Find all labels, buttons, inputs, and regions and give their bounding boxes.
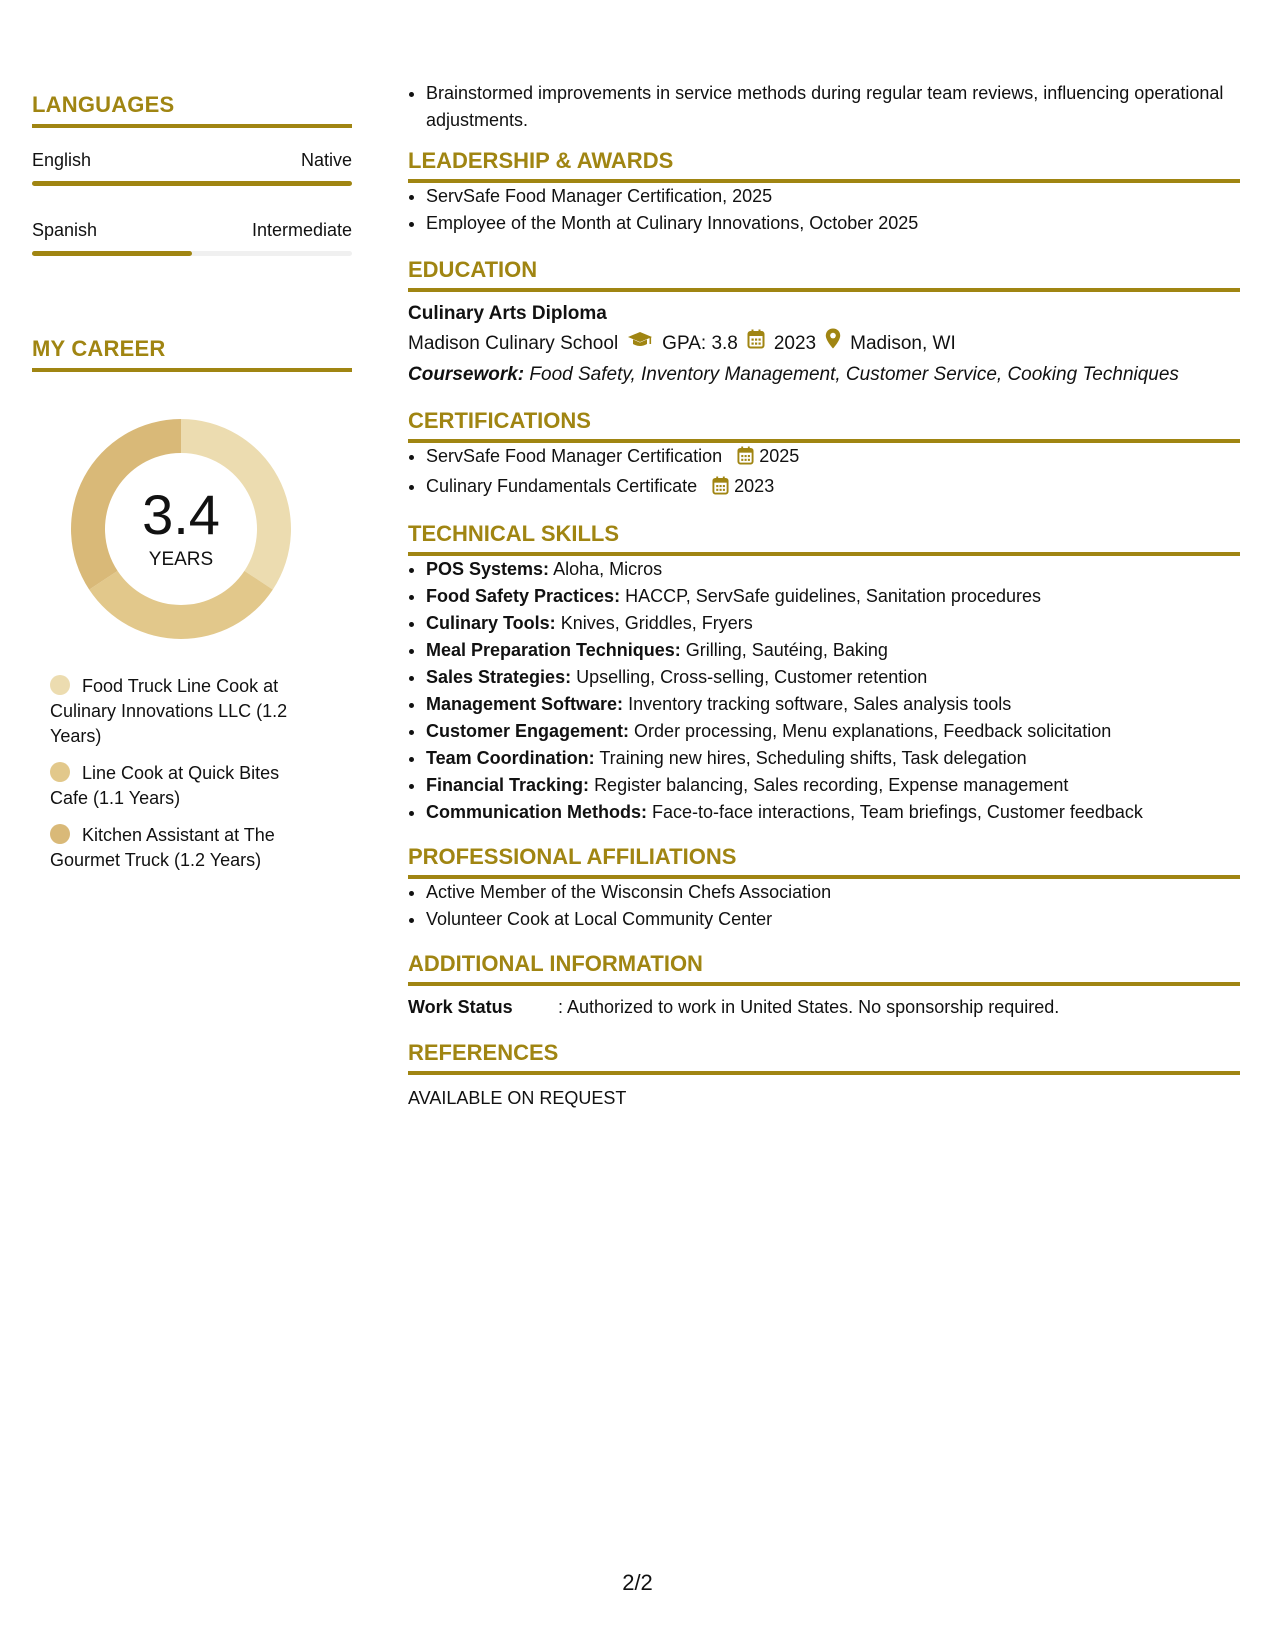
skills-heading: TECHNICAL SKILLS (408, 521, 1240, 556)
skill-label: Management Software: (426, 694, 624, 714)
language-level: Intermediate (251, 220, 352, 240)
language-proficiency-fill (32, 251, 192, 256)
certifications-list (408, 443, 1240, 503)
skill-label: Financial Tracking: (426, 775, 590, 795)
skill-value: HACCP, ServSafe guidelines, Sanitation procedures (625, 586, 1041, 606)
language-proficiency-bar (32, 181, 352, 186)
experience-continued-list (408, 80, 1240, 134)
page-number: 2/2 (622, 1570, 653, 1595)
affiliation-item: • Active Member of the Wisconsin Chefs Association (426, 879, 1240, 906)
skill-label: Sales Strategies: (426, 667, 572, 687)
certification-item (426, 443, 1240, 473)
sidebar (32, 92, 352, 885)
skills-list (408, 556, 1240, 826)
calendar-icon (737, 446, 754, 473)
career-heading: MY CAREER (32, 336, 352, 372)
calendar-icon (712, 476, 729, 503)
leadership-item: • Employee of the Month at Culinary Innovations, October 2025 (426, 210, 1240, 237)
additional-info-section (408, 951, 1240, 1020)
work-status-value: : Authorized to work in United States. No sponsorship required. (558, 997, 1060, 1017)
certifications-section (408, 408, 1240, 503)
skill-item (426, 583, 1240, 610)
skill-value: Order processing, Menu explanations, Feedback solicitation (634, 721, 1112, 741)
affiliations-heading: PROFESSIONAL AFFILIATIONS (408, 844, 1240, 879)
legend-dot-icon (50, 675, 70, 695)
certification-item (426, 473, 1240, 503)
skill-item (426, 772, 1240, 799)
leadership-list (408, 183, 1240, 237)
legend-dot-icon (50, 824, 70, 844)
affiliation-item: • Volunteer Cook at Local Community Center (426, 906, 1240, 933)
skill-value: Training new hires, Scheduling shifts, Task delegation (599, 748, 1027, 768)
skill-label: Customer Engagement: (426, 721, 630, 741)
certification-year: 2025 (759, 446, 800, 466)
legend-dot-icon (50, 762, 70, 782)
skill-label: POS Systems: (426, 559, 550, 579)
experience-bullet: • Brainstormed improvements in service methods during regular team reviews, influencing operational adjustments. (426, 80, 1240, 134)
career-total-value: 3.4 (142, 483, 220, 546)
skill-value: Upselling, Cross-selling, Customer retention (576, 667, 928, 687)
education-gpa: GPA: 3.8 (662, 333, 738, 354)
career-legend-item (50, 674, 312, 749)
work-status-label: Work Status (408, 997, 513, 1017)
leadership-item: • ServSafe Food Manager Certification, 2025 (426, 183, 1240, 210)
language-name: Spanish (32, 220, 98, 240)
skill-value: Grilling, Sautéing, Baking (685, 640, 888, 660)
career-legend-label: Food Truck Line Cook at Culinary Innovations LLC (1.2 Years) (50, 676, 288, 746)
language-proficiency-fill (32, 181, 352, 186)
calendar-icon (747, 328, 765, 360)
education-heading: EDUCATION (408, 257, 1240, 292)
career-donut-chart (66, 414, 296, 644)
language-proficiency-bar (32, 251, 352, 256)
skills-section (408, 521, 1240, 826)
references-heading: REFERENCES (408, 1040, 1240, 1075)
skill-value: Inventory tracking software, Sales analysis tools (628, 694, 1012, 714)
skill-item (426, 556, 1240, 583)
skill-value: Register balancing, Sales recording, Expense management (594, 775, 1069, 795)
map-pin-icon (825, 328, 841, 360)
skill-item (426, 799, 1240, 826)
main-content (408, 80, 1240, 1111)
languages-heading: LANGUAGES (32, 92, 352, 128)
career-total-unit: YEARS (148, 549, 214, 570)
skill-item (426, 637, 1240, 664)
career-section (32, 336, 352, 873)
certifications-heading: CERTIFICATIONS (408, 408, 1240, 443)
references-section (408, 1040, 1240, 1111)
skill-label: Food Safety Practices: (426, 586, 621, 606)
career-legend-label: Kitchen Assistant at The Gourmet Truck (1.2 Years) (50, 825, 275, 870)
certification-year: 2023 (734, 476, 775, 496)
certification-name: ServSafe Food Manager Certification (426, 446, 723, 466)
skill-label: Culinary Tools: (426, 613, 556, 633)
leadership-heading: LEADERSHIP & AWARDS (408, 148, 1240, 183)
certification-name: Culinary Fundamentals Certificate (426, 476, 698, 496)
graduation-cap-icon (627, 328, 653, 360)
education-school: Madison Culinary School (408, 333, 619, 354)
language-spanish (32, 220, 352, 256)
skill-item (426, 745, 1240, 772)
affiliations-list (408, 879, 1240, 933)
skill-label: Team Coordination: (426, 748, 595, 768)
coursework-label: Coursework: (408, 364, 525, 385)
education-entry (408, 300, 1240, 390)
additional-info-heading: ADDITIONAL INFORMATION (408, 951, 1240, 986)
skill-value: Knives, Griddles, Fryers (560, 613, 753, 633)
skill-value: Face-to-face interactions, Team briefings, Customer feedback (652, 802, 1143, 822)
career-legend-item (50, 823, 312, 873)
skill-item (426, 718, 1240, 745)
skill-item (426, 664, 1240, 691)
education-details (408, 328, 1240, 360)
career-legend-label: Line Cook at Quick Bites Cafe (1.1 Years) (50, 763, 280, 808)
skill-item (426, 610, 1240, 637)
education-year: 2023 (773, 333, 817, 354)
career-legend (50, 674, 312, 873)
references-text: AVAILABLE ON REQUEST (408, 1088, 627, 1108)
career-legend-item (50, 761, 312, 811)
skill-value: Aloha, Micros (553, 559, 663, 579)
education-coursework (408, 360, 1240, 390)
skill-item (426, 691, 1240, 718)
leadership-section (408, 148, 1240, 237)
language-name: English (32, 150, 92, 170)
skill-label: Communication Methods: (426, 802, 647, 822)
language-level: Native (300, 150, 352, 170)
coursework-list: Food Safety, Inventory Management, Customer Service, Cooking Techniques (529, 364, 1179, 385)
affiliations-section (408, 844, 1240, 933)
education-degree: Culinary Arts Diploma (408, 303, 607, 324)
education-location: Madison, WI (850, 333, 956, 354)
skill-label: Meal Preparation Techniques: (426, 640, 681, 660)
education-section (408, 257, 1240, 390)
language-english (32, 150, 352, 186)
work-status-row (408, 994, 1240, 1020)
